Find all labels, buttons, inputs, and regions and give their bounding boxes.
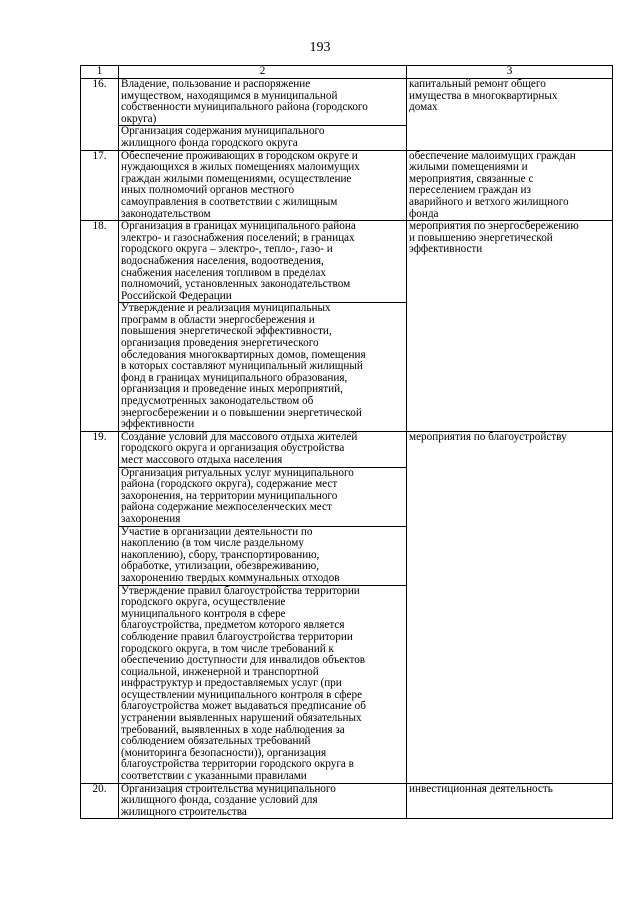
text-line: района (городского округа), содержание мест bbox=[121, 478, 338, 491]
text-line: собственности муниципального района (городского bbox=[121, 101, 368, 114]
text-line: иных полномочий органов местного bbox=[121, 184, 295, 197]
text-line: осуществлении муниципального контроля в сфере bbox=[121, 688, 363, 701]
text-line: повышения энергетической эффективности, bbox=[121, 325, 332, 338]
table-row bbox=[81, 150, 613, 221]
row-number: 20. bbox=[81, 783, 119, 819]
text-line: Утверждение правил благоустройства территории bbox=[121, 584, 360, 597]
text-line: округа) bbox=[121, 112, 157, 125]
text-line: имущества в многоквартирных bbox=[409, 89, 558, 102]
activity-cell bbox=[407, 150, 613, 221]
column-header: 1 bbox=[81, 66, 119, 79]
powers-table bbox=[80, 65, 613, 819]
text-line: Российской Федерации bbox=[121, 289, 232, 302]
power-cell bbox=[119, 79, 407, 126]
text-line: эффективности bbox=[409, 243, 483, 256]
text-line: захоронения, на территории муниципального bbox=[121, 489, 338, 502]
text-line: инфраструктур и предоставляемых услуг (при bbox=[121, 677, 342, 690]
text-line: захоронению твердых коммунальных отходов bbox=[121, 571, 340, 584]
text-line: городского округа, осуществление bbox=[121, 596, 286, 609]
text-line: водоснабжения населения, водоотведения, bbox=[121, 254, 324, 267]
row-number: 16. bbox=[81, 79, 119, 151]
text-line: обработке, утилизации, обезвреживанию, bbox=[121, 560, 320, 573]
text-line: Создание условий для массового отдыха жителей bbox=[121, 430, 358, 443]
text-line: граждан жилыми помещениями, осуществление bbox=[121, 172, 352, 185]
text-line: Организация ритуальных услуг муниципального bbox=[121, 466, 354, 479]
power-cell bbox=[119, 585, 407, 783]
table-row bbox=[81, 783, 613, 819]
column-header: 2 bbox=[119, 66, 407, 79]
text-line: Организация в границах муниципального района bbox=[121, 220, 356, 233]
row-number: 17. bbox=[81, 150, 119, 221]
text-line: благоустройства может выдаваться предписание об bbox=[121, 700, 366, 713]
header-row bbox=[81, 66, 613, 79]
text-line: жилыми помещениями и bbox=[409, 161, 528, 174]
text-line: (мониторинга безопасности)), организация bbox=[121, 746, 327, 759]
text-line: жилищного фонда, создание условий для bbox=[121, 794, 318, 807]
text-line: района содержание межпоселенческих мест bbox=[121, 501, 332, 514]
text-line: устранении выявленных нарушений обязательных bbox=[121, 712, 362, 725]
text-line: самоуправления в соответствии с жилищным bbox=[121, 195, 338, 208]
text-line: городского округа, в том числе требований к bbox=[121, 642, 334, 655]
activity-cell bbox=[407, 221, 613, 432]
text-line: Участие в организации деятельности по bbox=[121, 525, 313, 538]
text-line: Обеспечение проживающих в городском округе и bbox=[121, 149, 358, 162]
text-line: городского округа и организация обустройства bbox=[121, 442, 345, 455]
text-line: домах bbox=[409, 101, 438, 114]
text-line: жилищного фонда городского округа bbox=[121, 136, 298, 149]
text-line: обеспечение малоимущих граждан bbox=[409, 149, 576, 162]
power-cell bbox=[119, 467, 407, 526]
row-number: 18. bbox=[81, 221, 119, 432]
text-line: законодательством bbox=[121, 207, 211, 220]
text-line: снабжения населения топливом в пределах bbox=[121, 266, 326, 279]
text-line: фонда bbox=[409, 207, 439, 220]
text-line: мероприятия по благоустройству bbox=[409, 430, 567, 443]
text-line: электро- и газоснабжения поселений; в границах bbox=[121, 231, 355, 244]
text-line: аварийного и ветхого жилищного bbox=[409, 195, 569, 208]
text-line: нуждающихся в жилых помещениях малоимущих bbox=[121, 161, 360, 174]
page-number: 193 bbox=[309, 40, 331, 55]
text-line: фонд в границах муниципального образования, bbox=[121, 371, 348, 384]
table-row bbox=[81, 79, 613, 126]
text-line: Организация содержания муниципального bbox=[121, 125, 325, 138]
text-line: энергосбережении и о повышении энергетической bbox=[121, 406, 362, 419]
power-cell bbox=[119, 526, 407, 585]
text-line: требований, выявленных в ходе наблюдения за bbox=[121, 723, 345, 736]
text-line: муниципального контроля в сфере bbox=[121, 607, 286, 620]
text-line: мест массового отдыха населения bbox=[121, 454, 283, 466]
activity-cell bbox=[407, 783, 613, 819]
table-row bbox=[81, 431, 613, 467]
power-cell bbox=[119, 126, 407, 150]
column-header: 3 bbox=[407, 66, 613, 79]
power-cell bbox=[119, 221, 407, 303]
text-line: обеспечению доступности для инвалидов объектов bbox=[121, 654, 366, 667]
text-line: имуществом, находящимся в муниципальной bbox=[121, 89, 338, 102]
text-line: в которых составляют муниципальный жилищный bbox=[121, 360, 363, 373]
activity-cell bbox=[407, 79, 613, 151]
text-line: предусмотренных законодательством об bbox=[121, 395, 314, 408]
text-line: Организация строительства муниципального bbox=[121, 782, 336, 795]
text-line: инвестиционная деятельность bbox=[409, 782, 553, 795]
power-cell bbox=[119, 431, 407, 467]
text-line: социальной, инженерной и транспортной bbox=[121, 665, 319, 678]
text-line: полномочий, установленных законодательством bbox=[121, 278, 351, 291]
text-line: и повышению энергетической bbox=[409, 231, 553, 244]
activity-cell bbox=[407, 431, 613, 783]
text-line: капитальный ремонт общего bbox=[409, 78, 546, 90]
text-line: программ в области энергосбережения и bbox=[121, 313, 315, 326]
text-line: жилищного строительства bbox=[121, 805, 247, 818]
text-line: городского округа – электро-, тепло-, газо- и bbox=[121, 243, 333, 256]
row-number: 19. bbox=[81, 431, 119, 783]
text-line: захоронения bbox=[121, 512, 181, 525]
text-line: мероприятия по энергосбережению bbox=[409, 220, 579, 233]
text-line: обследования многоквартирных домов, помещения bbox=[121, 348, 366, 361]
text-line: соблюдением обязательных требований bbox=[121, 735, 311, 748]
text-line: Утверждение и реализация муниципальных bbox=[121, 302, 331, 315]
text-line: эффективности bbox=[121, 418, 195, 431]
text-line: организация и проведение иных мероприятий, bbox=[121, 383, 343, 396]
text-line: соответствии с указанными правилами bbox=[121, 770, 307, 783]
table-row bbox=[81, 221, 613, 303]
text-line: переселением граждан из bbox=[409, 184, 531, 197]
power-cell bbox=[119, 783, 407, 819]
power-cell bbox=[119, 150, 407, 221]
text-line: соблюдение правил благоустройства территории bbox=[121, 630, 353, 643]
text-line: благоустройства территории городского округа в bbox=[121, 758, 354, 771]
table-body bbox=[81, 79, 613, 819]
text-line: накоплению), сбору, транспортированию, bbox=[121, 548, 320, 561]
text-line: Владение, пользование и распоряжение bbox=[121, 78, 311, 90]
text-line: накоплению (в том числе раздельному bbox=[121, 537, 304, 550]
text-line: организация проведения энергетического bbox=[121, 337, 319, 350]
text-line: благоустройства, предметом которого является bbox=[121, 619, 345, 632]
power-cell bbox=[119, 303, 407, 432]
text-line: мероприятия, связанные с bbox=[409, 172, 534, 185]
